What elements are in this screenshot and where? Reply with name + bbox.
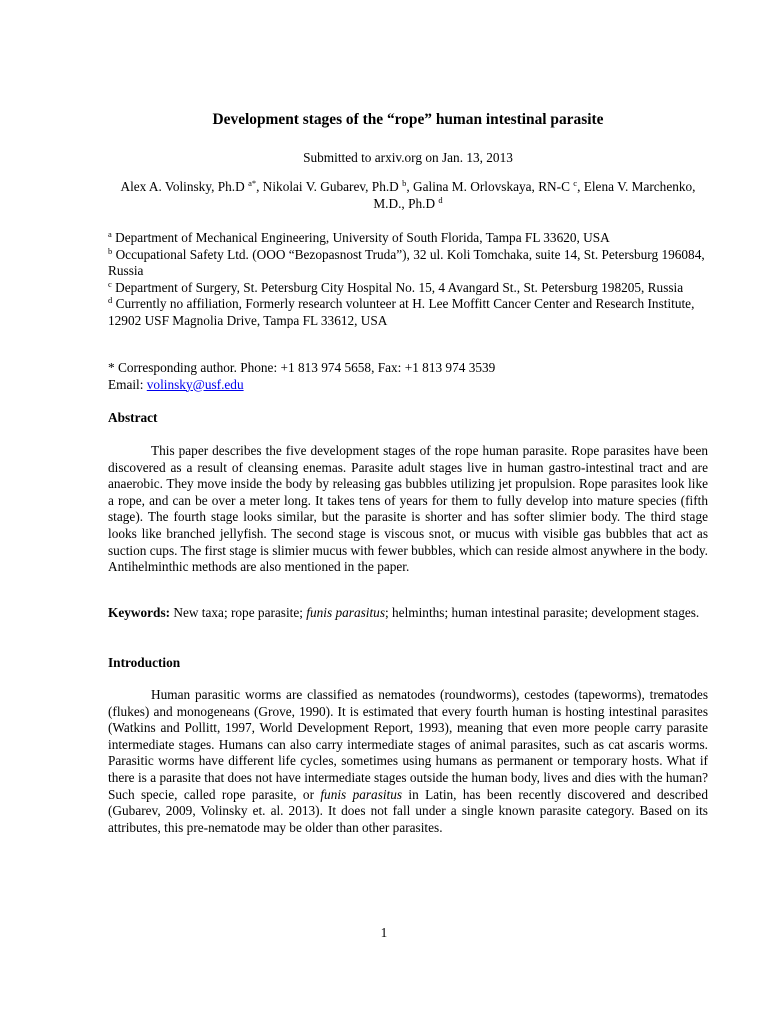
introduction-text bbox=[108, 687, 708, 836]
email-label: Email: bbox=[108, 376, 147, 392]
author-3: , Galina M. Orlovskaya, RN-C bbox=[406, 179, 574, 194]
introduction-heading: Introduction bbox=[108, 655, 181, 670]
author-2: , Nikolai V. Gubarev, Ph.D bbox=[256, 179, 403, 194]
intro-part-2: in Latin, has been recently discovered and described (Gubarev, 2009, Volinsky et. al. 2013). It does not fall under a single known parasite category. Based on its attributes, this pre-nematode may be older than other parasites. bbox=[108, 786, 708, 835]
affiliation-d-text: Currently no affiliation, Formerly research volunteer at H. Lee Moffitt Cancer Center and Research Institute, 12902 USF Magnolia Drive, Tampa FL 33612, USA bbox=[108, 296, 695, 328]
email-line bbox=[108, 377, 708, 394]
page-number: 1 bbox=[380, 925, 388, 940]
affiliation-c-sup: c bbox=[108, 278, 112, 289]
affiliation-d-sup: d bbox=[108, 295, 113, 306]
author-4-sup: d bbox=[438, 194, 443, 205]
affiliation-d bbox=[108, 296, 708, 329]
keywords-label: Keywords: bbox=[108, 605, 171, 620]
affiliation-b-text: Occupational Safety Ltd. (OOO “Bezopasnost Truda”), 32 ul. Koli Tomchaka, suite 14, St. Petersburg 196084, Russia bbox=[108, 246, 705, 279]
abstract-heading: Abstract bbox=[108, 410, 158, 425]
affiliation-b bbox=[108, 247, 708, 280]
author-2-sup: b bbox=[402, 178, 407, 188]
affiliation-b-sup: b bbox=[108, 245, 113, 256]
keywords-part-2: ; helminths; human intestinal parasite; development stages. bbox=[385, 605, 700, 620]
email-link[interactable]: volinsky@usf.edu bbox=[146, 376, 244, 392]
affiliation-c bbox=[108, 280, 708, 297]
author-list bbox=[108, 179, 708, 212]
affiliation-c-text: Department of Surgery, St. Petersburg City Hospital No. 15, 4 Avangard St., St. Petersburg 198205, Russia bbox=[111, 279, 684, 295]
abstract-text: This paper describes the five development stages of the rope human parasite. Rope parasites have been discovered as a result of cleansing enemas. Parasite adult stages live in human gastro-intestinal tract and are anaerobic. They move inside the body by releasing gas bubbles utilizing jet propulsion. Rope parasites look like a rope, and can be over a meter long. It takes tens of years for them to fully develop into mature species (fifth stage). The fourth stage looks similar, but the parasite is shorter and has softer slimier body. The third stage looks like branched jellyfish. The second stage is viscous snot, or mucus with visible gas bubbles that act as suction cups. The first stage is slimier mucus with fewer bubbles, which can reside almost anywhere in the body. Antihelminthic methods are also mentioned in the paper. bbox=[108, 443, 708, 575]
paper-title: Development stages of the “rope” human intestinal parasite bbox=[212, 111, 604, 128]
author-4: , Elena V. Marchenko, M.D., Ph.D bbox=[373, 179, 696, 211]
author-1: Alex A. Volinsky, Ph.D bbox=[120, 179, 249, 194]
submission-note: Submitted to arxiv.org on Jan. 13, 2013 bbox=[303, 150, 513, 165]
affiliation-list bbox=[108, 230, 708, 330]
author-1-sup: a* bbox=[248, 178, 257, 188]
keywords-part-1: New taxa; rope parasite; bbox=[170, 605, 307, 620]
affiliation-a-text: Department of Mechanical Engineering, University of South Florida, Tampa FL 33620, USA bbox=[111, 230, 610, 245]
intro-italic: funis parasitus bbox=[320, 786, 403, 802]
intro-part-1: Human parasitic worms are classified as nematodes (roundworms), cestodes (tapeworms), trematodes (flukes) and monogeneans (Grove, 1990). It is estimated that every fourth human is hosting intestinal parasites (Watkins and Pollitt, 1997, World Development Report, 1993), meaning that even more people carry parasite intermediate stages. Humans can also carry intermediate stages of animal parasites, such as cat ascaris worms. Parasitic worms have different life cycles, sometimes using humans as permanent or temporary hosts. What if there is a parasite that does not have intermediate stages outside the human body, lives and dies with the human? Such specie, called rope parasite, or bbox=[108, 687, 708, 802]
keywords-line bbox=[108, 605, 708, 622]
author-3-sup: c bbox=[573, 178, 578, 188]
corresponding-author bbox=[108, 360, 708, 393]
affiliation-a-sup: a bbox=[108, 229, 112, 239]
keywords-italic: funis parasitus bbox=[306, 605, 385, 620]
corresponding-contact: * Corresponding author. Phone: +1 813 974 5658, Fax: +1 813 974 3539 bbox=[108, 360, 496, 375]
affiliation-a bbox=[108, 230, 708, 247]
